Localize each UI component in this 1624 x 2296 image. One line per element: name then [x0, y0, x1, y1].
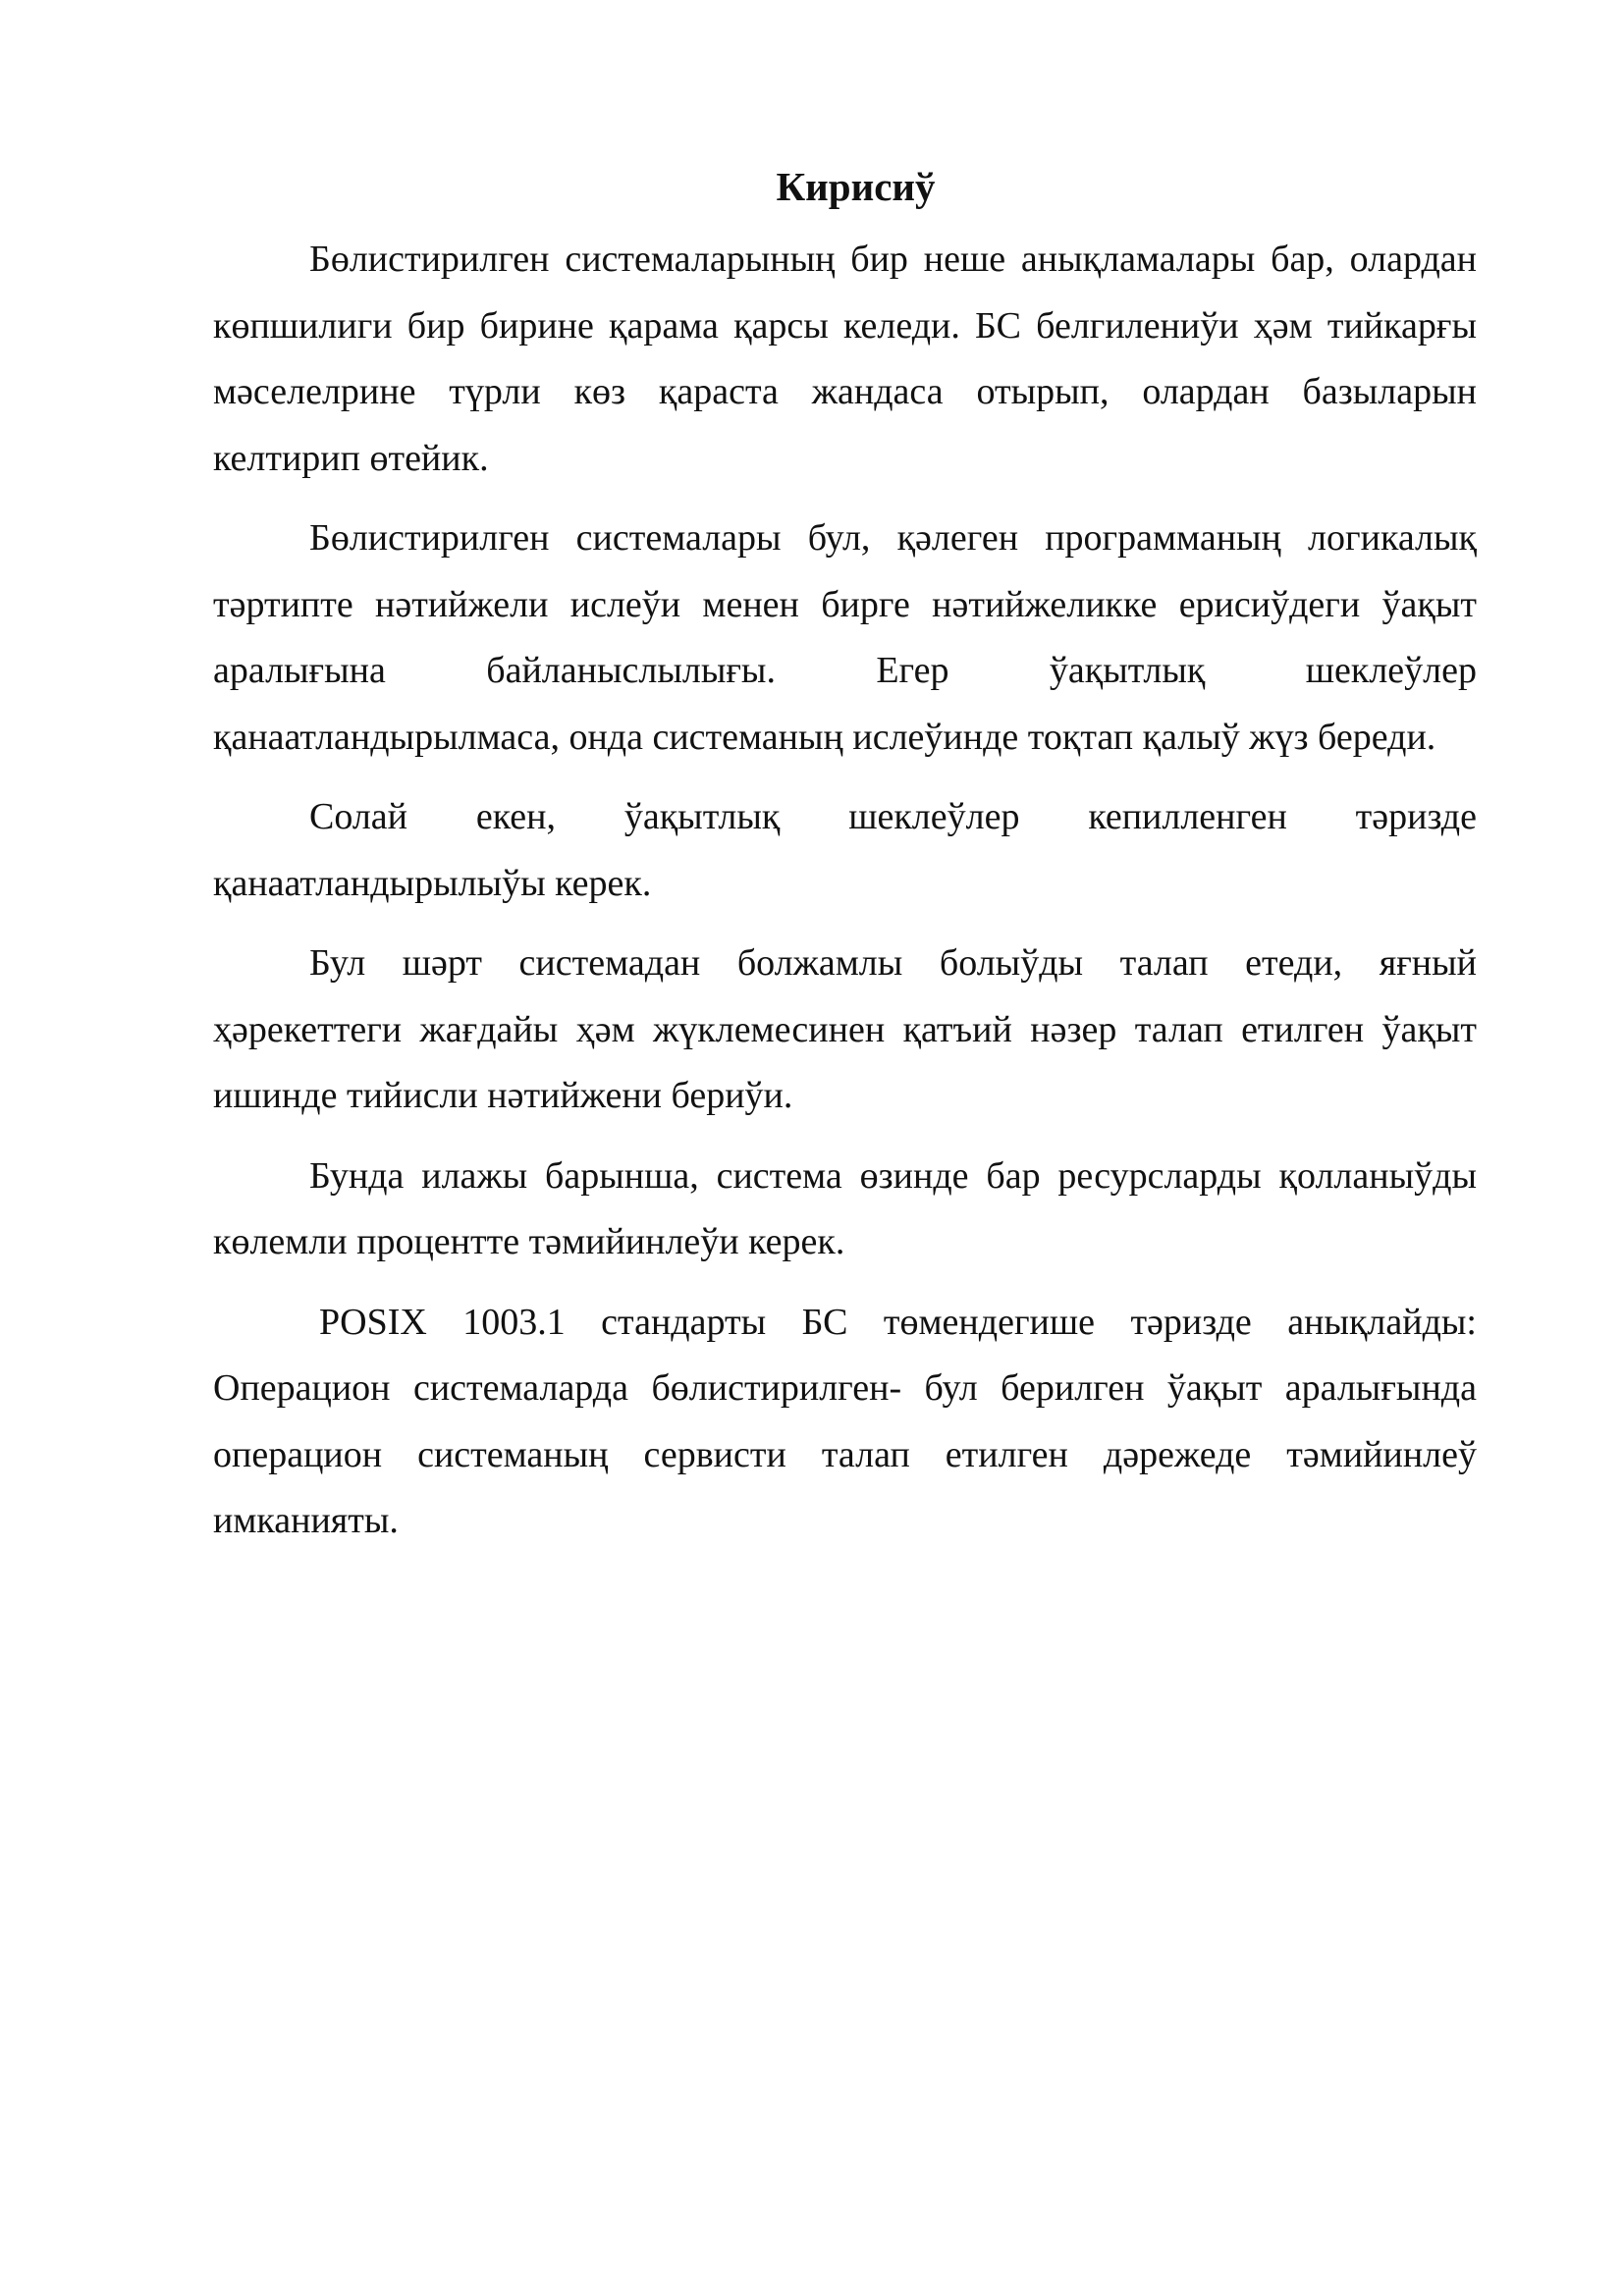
text-line: Бөлистирилген системаларының бир неше анықламалары бар, олардан: [309, 239, 1477, 280]
text-line: қанаатландырылмаса, онда системаның ислеўинде тоқтап қалыў жүз береди.: [213, 716, 1436, 758]
text-line: имканияты.: [213, 1500, 399, 1541]
text-line: операцион системаның сервисти талап етилген дәрежеде тәмийинлеў: [213, 1433, 1477, 1475]
text-line: ишинде тийисли нәтийжени бериўи.: [213, 1075, 793, 1116]
text-line: көпшилиги бир бирине қарама қарсы келеди. БС белгилениўи ҳәм тийкарғы: [213, 304, 1477, 347]
text-line: мәселелрине түрли көз қараста жандаса отырып, олардан базыларын: [213, 371, 1477, 412]
page-title: Кирисиў: [776, 164, 936, 209]
document-body: [213, 147, 1477, 1569]
text-line: POSIX 1003.1 стандарты БС төмендегише тәризде анықлайды:: [319, 1301, 1477, 1343]
text-line: Бунда илажы барынша, система өзинде бар ресурсларды қолланыўды: [309, 1154, 1477, 1197]
paragraph-1: [213, 227, 1477, 492]
text-line: келтирип өтейик.: [213, 437, 489, 479]
text-line: Операцион системаларда бөлистирилген- бул берилген ўақыт аралығында: [213, 1367, 1477, 1409]
text-line: аралығына байланыслылығы. Егер ўақытлық шеклеўлер: [213, 650, 1477, 691]
text-line: Солай екен, ўақытлық шеклеўлер кепилленген тәризде: [309, 796, 1477, 837]
text-line: ҳәрекеттеги жағдайы ҳәм жүклемесинен қатъий нәзер талап етилген ўақыт: [213, 1008, 1477, 1050]
text-line: көлемли процентте тәмийинлеўи керек.: [213, 1221, 845, 1262]
text-line: Бөлистирилген системалары бул, қәлеген программаның логикалық: [309, 517, 1477, 559]
paragraph-5: [213, 1144, 1477, 1276]
paragraph-3: [213, 784, 1477, 917]
paragraph-2: [213, 506, 1477, 771]
text-line: тәртипте нәтийжели ислеўи менен бирге нәтийжеликке ерисиўдеги ўақыт: [213, 583, 1477, 625]
paragraph-6: [213, 1290, 1477, 1555]
text-line: қанаатландырылыўы керек.: [213, 862, 652, 904]
paragraph-4: [213, 931, 1477, 1130]
text-line: Бул шәрт системадан болжамлы болыўды талап етеди, яғный: [309, 942, 1477, 984]
